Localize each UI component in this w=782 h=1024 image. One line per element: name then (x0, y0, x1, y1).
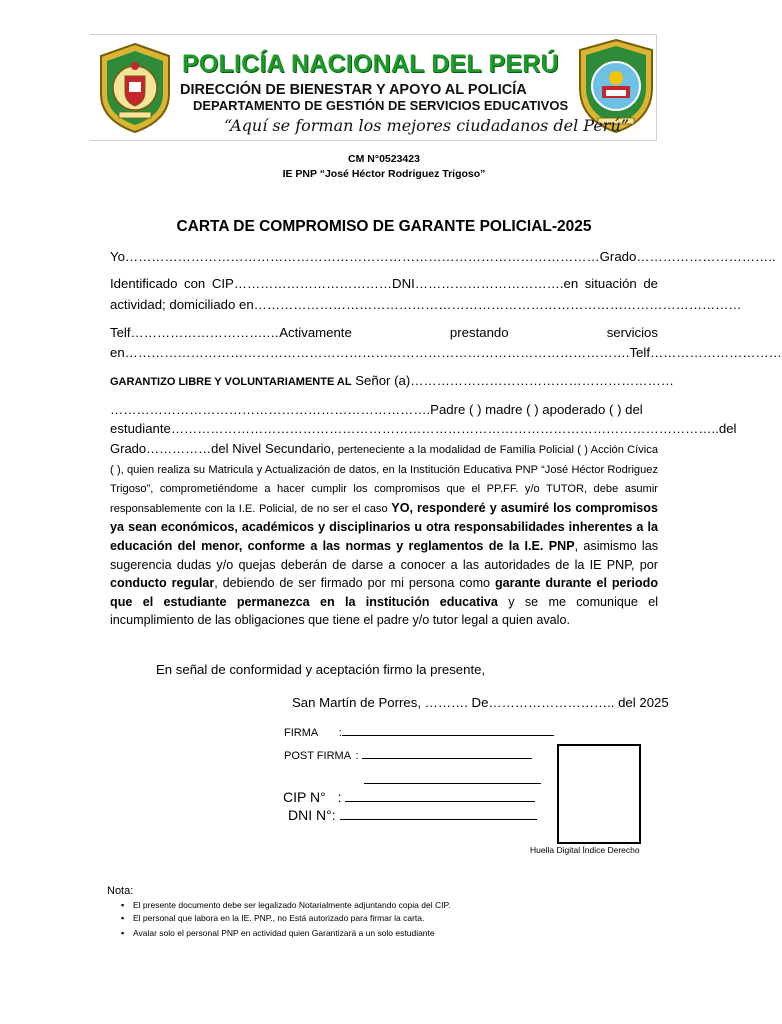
body-bold-1: YO, responderé y asumiré los compromisos ya sean económicos, académicos y disciplinarios u otra responsabilidades inherentes a la educación del menor, conforme a las normas y reglamentos de la I.E. PNP (110, 500, 658, 553)
school-name: IE PNP “José Héctor Rodriguez Trigoso” (282, 168, 486, 180)
telf-prestando: prestando (449, 325, 509, 340)
header-title: POLICÍA NACIONAL DEL PERÚ (182, 50, 559, 78)
garantizo-senor: Señor (a)…………………………………………………… (351, 373, 674, 388)
post-firma-label: POST FIRMA (284, 750, 351, 762)
extra-line (364, 771, 541, 784)
dni-line (340, 807, 537, 820)
body-text-2: , asimismo las sugerencia dudas y/o quejas deberán de darse a conocer a las autoridades de la IE PNP, por (110, 538, 658, 572)
body-text-3: , debiendo de ser firmado por mi persona como (214, 576, 495, 591)
post-firma-extra-line[interactable] (364, 771, 541, 789)
body-grado: Grado……………del Nivel Secundario, (110, 441, 335, 456)
body-text-1: perteneciente a la modalidad de Familia Policial ( ) Acción Cívica ( ), quien realiza su Matricula y Actualización de datos, en la Institución Educativa PNP “José Héctor Rodriguez Trigoso”, comprometiéndome a hacer cumplir los compromisos que el PP.FF. y/o TUTOR, debe asumir responsablemente con la I.E. Policial, de no ser el caso (110, 444, 658, 515)
document-title: CARTA DE COMPROMISO DE GARANTE POLICIAL-2025 (176, 218, 592, 235)
line-estudiante[interactable]: estudiante……………………………………………………………………………………………………………..del (110, 421, 737, 436)
note-item: ▪ El personal que labora en la IE. PNP., no Está autorizado para firmar la carta. (133, 913, 424, 923)
line-padre-madre[interactable]: ……………………………………………………………….Padre ( ) madre ( ) apoderado ( ) del (110, 402, 643, 417)
ident-cip-dni: CIP………………………………DNI…………………………….en (211, 276, 579, 291)
firma-label: FIRMA (284, 727, 318, 739)
telf-servicios: servicios (606, 325, 658, 340)
firma-line (342, 723, 554, 736)
body-text-4: y se me comunique el incumplimiento de las obligaciones que tiene el padre y/o tutor legal a quien avalo. (110, 594, 658, 628)
note-item: ▪ Avalar solo el personal PNP en actividad quien Garantizará a un solo estudiante (133, 928, 435, 938)
dni-field[interactable] (288, 807, 537, 823)
cip-label: CIP N° (283, 789, 326, 805)
conformity-text: En señal de conformidad y aceptación firmo la presente, (156, 662, 486, 677)
telf-activamente: Telf………………………….…Activamente (110, 325, 352, 340)
header-subtitle-department: DEPARTAMENTO DE GESTIÓN DE SERVICIOS EDUCATIVOS (193, 98, 569, 113)
line-yo-grado[interactable]: Yo………………………………………………………………………………………………Grado………………………….. (110, 249, 776, 264)
fingerprint-caption: Huella Digital Índice Derecho (530, 845, 640, 855)
line-telf[interactable] (110, 325, 658, 340)
line-identificado[interactable] (110, 276, 658, 291)
post-signature-field[interactable] (284, 746, 532, 762)
ident-word-2: con (184, 276, 206, 291)
fingerprint-box[interactable] (557, 744, 641, 844)
firma-colon: : (338, 727, 342, 739)
post-firma-colon: : (355, 750, 359, 762)
cip-field[interactable] (283, 789, 535, 805)
line-domicilio[interactable]: actividad; domiciliado en………………………………………………………………………………………………… (110, 297, 742, 312)
ident-word-5: de (643, 276, 658, 291)
date-line[interactable]: San Martín de Porres, ………. De……………………….. del 2025 (292, 695, 669, 710)
body-bold-3: garante durante el periodo que el estudiante permanezca en la institución educativa (110, 576, 659, 609)
cip-colon: : (337, 789, 342, 805)
pnp-seal-left (95, 42, 175, 134)
signature-field[interactable] (284, 723, 554, 739)
header-subtitle-direction: DIRECCIÓN DE BIENESTAR Y APOYO AL POLICÍA (180, 82, 527, 98)
note-item: ▪ El presente documento debe ser legalizado Notarialmente adjuntando copia del CIP. (133, 900, 450, 910)
cip-line (345, 789, 535, 802)
body-bold-2: conducto regular (110, 576, 215, 591)
line-en-telf[interactable]: en…………………………………………………………………………………………………….Telf………………………… (110, 345, 782, 360)
ident-word-1: Identificado (110, 276, 178, 291)
header-motto: “Aquí se forman los mejores ciudadanos del Perú” (224, 116, 629, 135)
dni-label: DNI N°: (288, 807, 336, 823)
line-garantizo[interactable] (110, 373, 674, 388)
commitment-paragraph (110, 440, 658, 630)
ident-word-4: situación (584, 276, 637, 291)
garantizo-bold: GARANTIZO LIBRE Y VOLUNTARIAMENTE AL (110, 376, 352, 388)
notes-title: Nota: (107, 885, 134, 897)
school-code: CM N°0523423 (348, 153, 420, 165)
post-firma-line (362, 746, 532, 759)
